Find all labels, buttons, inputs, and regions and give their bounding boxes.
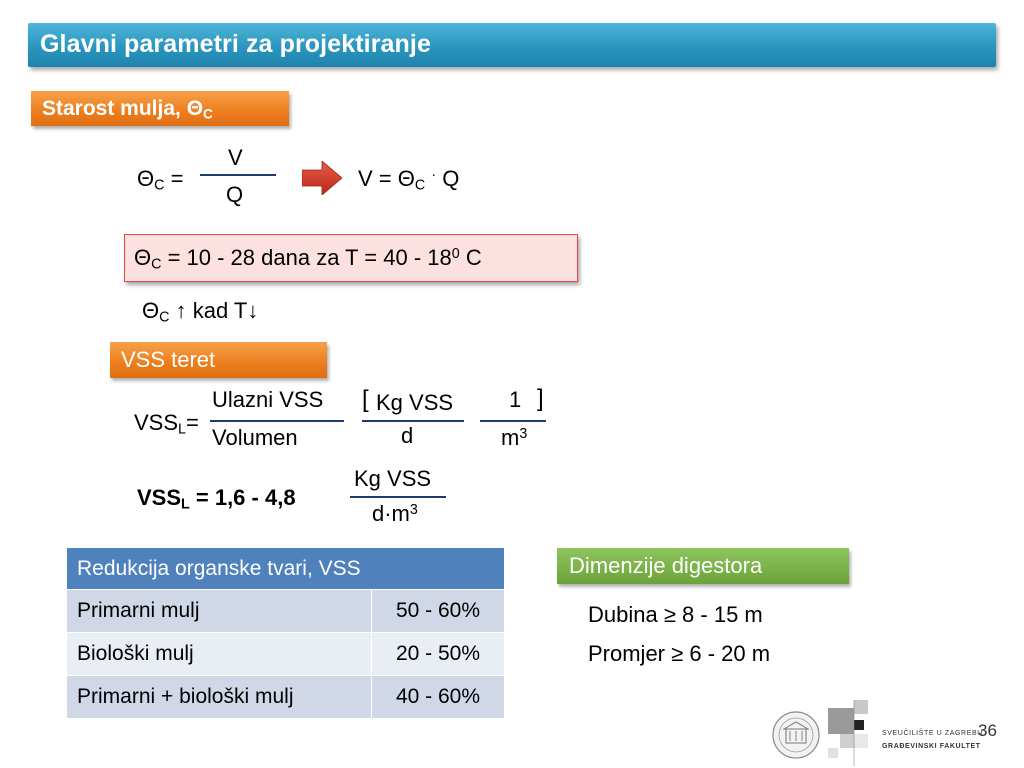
vss-fraction-line: [210, 420, 344, 422]
formula-v-equals: $V = \Theta_C$ · Q: [358, 166, 460, 194]
table-row: [67, 676, 505, 719]
table-cell-value: 20 - 50%: [372, 633, 505, 676]
table-header: Redukcija organske tvari, VSS: [67, 548, 505, 590]
vss-denominator: Volumen: [212, 425, 298, 450]
tag-vss-teret: [110, 342, 327, 378]
tag-dimenzije-digestora: [557, 548, 849, 584]
unit1-numerator: Kg VSS: [376, 390, 454, 415]
unit1-denominator: d: [401, 423, 414, 448]
tag-starost-mulja-sub: C: [203, 106, 213, 122]
faculty-logo-icon: [828, 700, 880, 766]
table-header-row: [67, 548, 505, 590]
vss-reduction-table: [66, 547, 505, 719]
table-cell-value: 40 - 60%: [372, 676, 505, 719]
unit2-numerator: 1: [509, 387, 522, 412]
formula-numerator-v: V: [228, 145, 243, 170]
faculty-name: GRAĐEVINSKI FAKULTET: [882, 743, 981, 750]
result-unit-numerator: Kg VSS: [354, 466, 432, 491]
unit2-denominator: $m^3$: [501, 425, 528, 450]
unit1-fraction-line: [362, 420, 464, 422]
table-cell-label: Primarni mulj: [67, 590, 372, 633]
vss-numerator: Ulazni VSS: [212, 387, 324, 412]
university-seal-logo: [771, 710, 821, 760]
tag-vss-teret-label: VSS teret: [121, 347, 216, 372]
page-number: 36: [978, 721, 997, 740]
tag-starost-mulja-label: Starost mulja, Θ: [42, 97, 204, 120]
bracket-close: ]: [537, 385, 544, 412]
slide-title: Glavni parametri za projektiranje: [40, 30, 431, 58]
university-name: SVEUČILIŠTE U ZAGREBU: [882, 730, 983, 737]
digestor-depth: Dubina ≥ 8 - 15 m: [588, 602, 763, 627]
result-unit-line: [350, 496, 446, 498]
table-row: [67, 590, 505, 633]
arrow-up-icon: ↑: [175, 298, 187, 323]
table-row: [67, 633, 505, 676]
table-cell-label: Biološki mulj: [67, 633, 372, 676]
right-arrow-icon: [302, 161, 342, 195]
formula-denominator-q: Q: [226, 182, 244, 207]
formula-theta-lhs: $\Theta_C$ =: [137, 166, 184, 194]
arrow-down-icon: ↓: [247, 298, 259, 323]
result-unit-denominator: $d\cdot m^3$: [372, 501, 418, 526]
tag-starost-mulja: [31, 91, 289, 126]
unit2-fraction-line: [480, 420, 546, 422]
bracket-open: [: [362, 386, 369, 413]
trend-text: $\Theta_C$ ↑ kad T↓: [142, 298, 259, 326]
table-cell-label: Primarni + biološki mulj: [67, 676, 372, 719]
fraction-line: [200, 174, 276, 176]
digestor-diameter: Promjer ≥ 6 - 20 m: [588, 641, 771, 666]
table-cell-value: 50 - 60%: [372, 590, 505, 633]
range-text: $\Theta_C = 10 - 28$ dana za $T = 40 - 18^0$ C: [134, 245, 482, 273]
vss-result: $VSS_L = 1,6 - 4,8$: [137, 485, 296, 513]
vss-l-lhs: $VSS_L=$: [134, 410, 199, 438]
tag-dimenzije-label: Dimenzije digestora: [569, 553, 763, 578]
